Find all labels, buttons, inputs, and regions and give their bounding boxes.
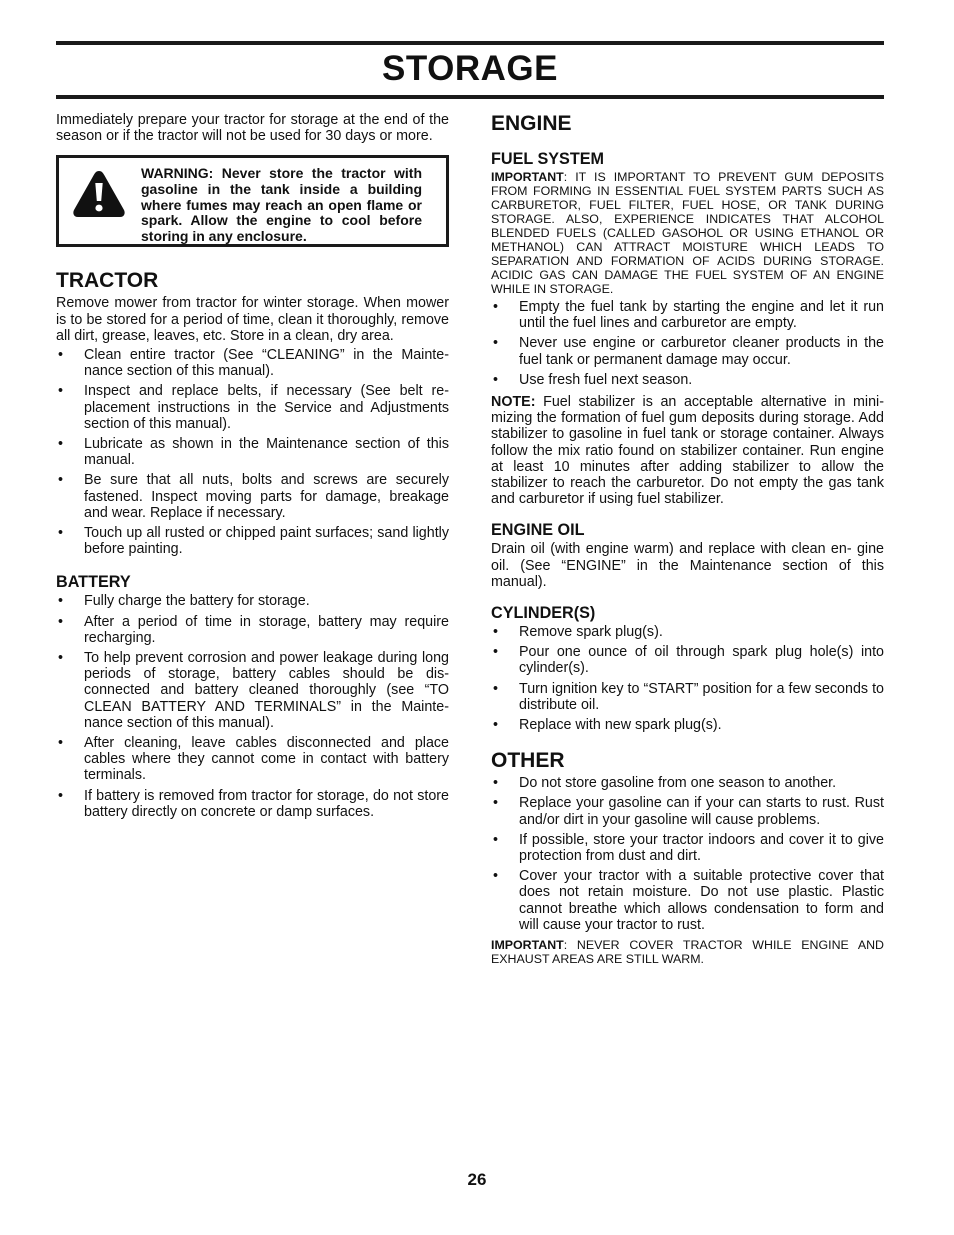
- list-item: • Turn ignition key to “START” position for a few seconds to distribute oil.: [491, 681, 884, 713]
- engine-oil-text: Drain oil (with engine warm) and replace with clean en- gine oil. (See “ENGINE” in the Maintenance section of this manual).: [491, 541, 884, 590]
- right-column: [491, 112, 884, 966]
- important-label: IMPORTANT: [491, 170, 564, 184]
- list-item: • If battery is removed from tractor for storage, do not store battery directly on concrete or damp surfaces.: [56, 788, 449, 820]
- list-item: • If possible, store your tractor indoors and cover it to give protection from dust and dirt.: [491, 832, 884, 864]
- list-item: • Pour one ounce of oil through spark plug hole(s) into cylinder(s).: [491, 644, 884, 676]
- engine-oil-heading: ENGINE OIL: [491, 521, 585, 540]
- fuel-important-paragraph: [491, 170, 884, 296]
- list-item: • Touch up all rusted or chipped paint surfaces; sand lightly before painting.: [56, 525, 449, 557]
- cylinders-list: [491, 624, 884, 733]
- list-item: • Clean entire tractor (See “CLEANING” in the Mainte- nance section of this manual).: [56, 347, 449, 379]
- list-item: • To help prevent corrosion and power leakage during long periods of storage, battery cables should be dis- connected and battery cleaned thoroughly (see “TO CLEAN BATTERY AND TERMINALS” in the Mainte- nance section of this manual).: [56, 650, 449, 731]
- list-item: • Do not store gasoline from one season to another.: [491, 775, 884, 791]
- list-item: • After a period of time in storage, battery may require recharging.: [56, 614, 449, 646]
- list-item: • Be sure that all nuts, bolts and screws are securely fastened. Inspect moving parts for damage, breakage and wear. Replace if necessary.: [56, 472, 449, 521]
- battery-list: [56, 593, 449, 820]
- tractor-intro: Remove mower from tractor for winter storage. When mower is to be stored for a period of time, clean it thoroughly, remove all dirt, grease, leaves, etc. Store in a clean, dry area.: [56, 295, 449, 344]
- list-item: • Replace with new spark plug(s).: [491, 717, 884, 733]
- engine-heading: ENGINE: [491, 112, 572, 135]
- storage-intro: Immediately prepare your tractor for storage at the end of the season or if the tractor will not be used for 30 days or more.: [56, 112, 449, 145]
- list-item: • Never use engine or carburetor cleaner products in the fuel tank or permanent damage may occur.: [491, 335, 884, 367]
- other-heading: OTHER: [491, 749, 565, 773]
- fuel-system-heading: FUEL SYSTEM: [491, 150, 605, 168]
- fuel-system-list: [491, 299, 884, 388]
- list-item: • Empty the fuel tank by starting the engine and let it run until the fuel lines and carburetor are empty.: [491, 299, 884, 331]
- important-text: : NEVER COVER TRACTOR WHILE ENGINE AND EXHAUST AREAS ARE STILL WARM.: [491, 938, 884, 967]
- note-label: NOTE:: [491, 394, 536, 411]
- page-title: STORAGE: [382, 49, 558, 88]
- warning-triangle-icon: [71, 168, 127, 220]
- fuel-stabilizer-note: [491, 394, 884, 507]
- warning-box: [56, 155, 449, 247]
- left-column: [56, 112, 449, 824]
- list-item: • Use fresh fuel next season.: [491, 372, 884, 388]
- tractor-heading: TRACTOR: [56, 269, 159, 293]
- other-important-paragraph: [491, 938, 884, 966]
- list-item: • Inspect and replace belts, if necessary (See belt re- placement instructions in the Service and Adjustments section of this manual).: [56, 383, 449, 432]
- cylinders-heading: CYLINDER(S): [491, 604, 596, 623]
- tractor-list: [56, 347, 449, 557]
- top-rule: [56, 41, 884, 45]
- page-number: 26: [467, 1170, 487, 1189]
- list-item: • After cleaning, leave cables disconnected and place cables where they cannot come in contact with battery terminals.: [56, 735, 449, 784]
- title-bottom-rule: [56, 95, 884, 99]
- list-item: • Cover your tractor with a suitable protective cover that does not retain moisture. Do not use plastic. Plastic cannot breathe which allows condensation to form and will cause your tractor to rust.: [491, 868, 884, 933]
- list-item: • Lubricate as shown in the Maintenance section of this manual.: [56, 436, 449, 468]
- list-item: • Remove spark plug(s).: [491, 624, 884, 640]
- important-label: IMPORTANT: [491, 938, 564, 953]
- important-text: : IT IS IMPORTANT TO PREVENT GUM DEPOSITS FROM FORMING IN ESSENTIAL FUEL SYSTEM PARTS SUCH AS CARBURETOR, FUEL FILTER, FUEL HOSE, OR TANK DURING STORAGE. ALSO, EXPERIENCE INDICATES THAT ALCOHOL BLENDED FUELS (CALLED GASOHOL OR USING ETHANOL OR METHANOL) CAN ATTRACT MOISTURE WHICH LEADS TO SEPARATION AND FORMATION OF ACIDS DURING STORAGE. ACIDIC GAS CAN DAMAGE THE FUEL SYSTEM OF AN ENGINE WHILE IN STORAGE.: [491, 170, 884, 296]
- list-item: • Fully charge the battery for storage.: [56, 593, 449, 609]
- other-list: [491, 775, 884, 933]
- warning-text: WARNING: Never store the tractor with gasoline in the tank inside a building where fumes may reach an open flame or spark. Allow the engine to cool before storing in any enclosure.: [141, 165, 422, 244]
- battery-heading: BATTERY: [56, 573, 131, 592]
- note-text: Fuel stabilizer is an acceptable alternative in mini- mizing the formation of fuel gum deposits during storage. Add stabilizer to gasoline in fuel tank or storage container. Always follow the mix ratio found on stabilizer container. Run engine at least 10 minutes after adding stabilizer to allow the stabilizer to reach the carburetor. Do not empty the gas tank and carburetor if using fuel stabilizer.: [491, 394, 884, 508]
- list-item: • Replace your gasoline can if your can starts to rust. Rust and/or dirt in your gasoline will cause problems.: [491, 795, 884, 827]
